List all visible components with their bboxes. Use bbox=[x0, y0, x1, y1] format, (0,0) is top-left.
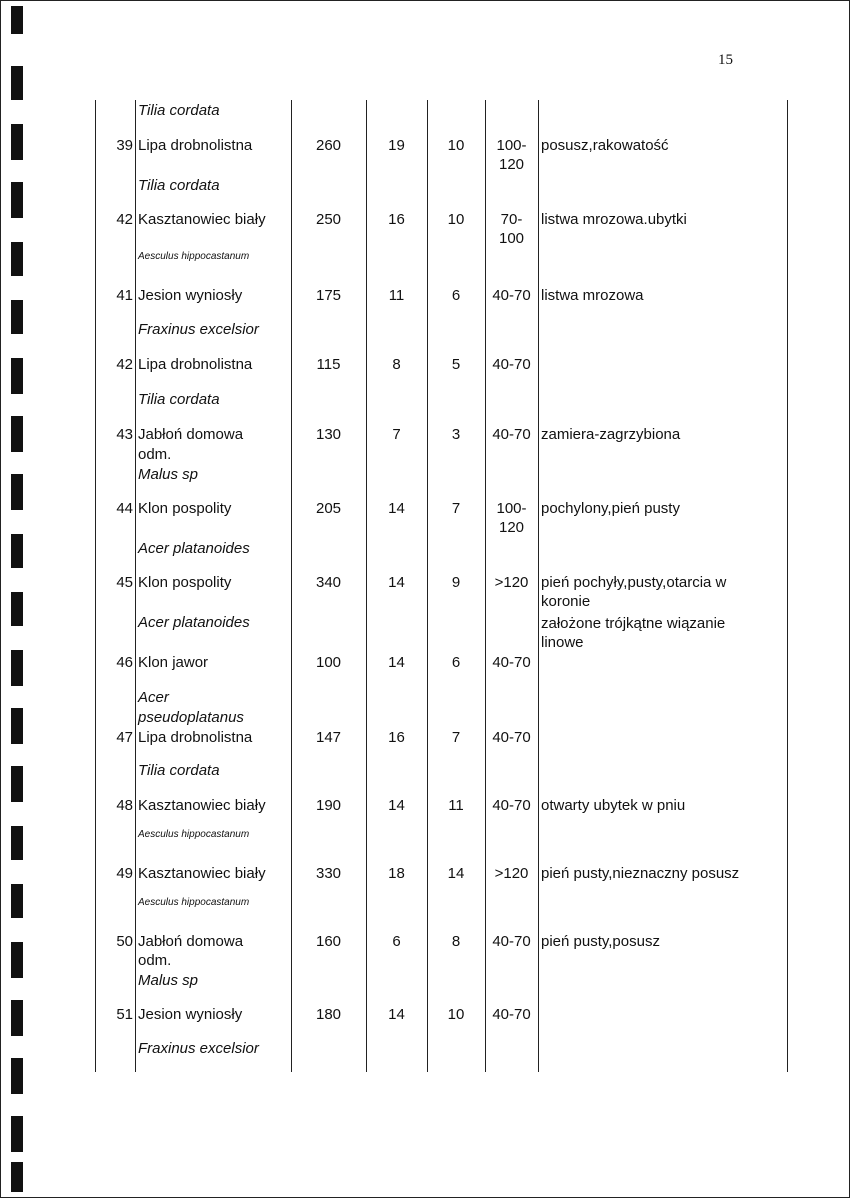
age-value: 40-70 bbox=[492, 797, 531, 814]
height-value: 7 bbox=[392, 426, 401, 443]
binding-mark bbox=[11, 66, 23, 100]
species-latin: Fraxinus excelsior bbox=[138, 1040, 259, 1057]
binding-mark bbox=[11, 1058, 23, 1094]
species-latin-cont: pseudoplatanus bbox=[138, 709, 244, 726]
binding-mark bbox=[11, 708, 23, 744]
condition-notes: pień pochyły,pusty,otarcia w bbox=[541, 574, 727, 591]
species-name: Lipa drobnolistna bbox=[138, 356, 253, 373]
binding-mark bbox=[11, 6, 23, 34]
condition-notes: pień pusty,nieznaczny posusz bbox=[541, 865, 740, 882]
species-name: Lipa drobnolistna bbox=[138, 729, 253, 746]
circumference-value: 190 bbox=[315, 797, 342, 814]
row-number: 42 bbox=[116, 356, 133, 373]
circumference-value: 100 bbox=[315, 654, 342, 671]
condition-notes-cont: linowe bbox=[541, 634, 584, 651]
row-number: 41 bbox=[116, 287, 133, 304]
age-value: 40-70 bbox=[492, 1006, 531, 1023]
circumference-value: 205 bbox=[315, 500, 342, 517]
row-number: 49 bbox=[116, 865, 133, 882]
height-value: 6 bbox=[392, 933, 401, 950]
circumference-value: 250 bbox=[315, 211, 342, 228]
binding-mark bbox=[11, 826, 23, 860]
age-value: 70- bbox=[500, 211, 523, 228]
species-name: Jesion wyniosły bbox=[138, 287, 243, 304]
binding-mark bbox=[11, 242, 23, 276]
binding-mark bbox=[11, 300, 23, 334]
species-name: Klon pospolity bbox=[138, 574, 232, 591]
condition-notes: listwa mrozowa.ubytki bbox=[541, 211, 687, 228]
age-value-cont: 120 bbox=[498, 519, 525, 536]
binding-mark bbox=[11, 416, 23, 452]
height-value: 14 bbox=[388, 574, 405, 591]
row-number: 48 bbox=[116, 797, 133, 814]
crown-value: 10 bbox=[447, 1006, 465, 1023]
height-value: 18 bbox=[388, 865, 405, 882]
condition-notes: otwarty ubytek w pniu bbox=[541, 797, 686, 814]
age-value: 40-70 bbox=[492, 287, 531, 304]
condition-notes: pień pusty,posusz bbox=[541, 933, 660, 950]
age-value: 40-70 bbox=[492, 356, 531, 373]
species-name: Klon pospolity bbox=[138, 500, 232, 517]
species-latin: Aesculus hippocastanum bbox=[138, 251, 250, 262]
species-name: Kasztanowiec biały bbox=[138, 865, 266, 882]
species-latin: Tilia cordata bbox=[138, 102, 220, 119]
table-rule bbox=[538, 100, 539, 1072]
crown-value: 10 bbox=[447, 137, 465, 154]
condition-notes: zamiera-zagrzybiona bbox=[541, 426, 681, 443]
binding-mark bbox=[11, 766, 23, 802]
condition-notes: pochylony,pień pusty bbox=[541, 500, 680, 517]
height-value: 8 bbox=[392, 356, 401, 373]
species-latin: Tilia cordata bbox=[138, 177, 220, 194]
height-value: 14 bbox=[388, 797, 405, 814]
binding-mark bbox=[11, 942, 23, 978]
species-latin: Malus sp bbox=[138, 972, 199, 989]
species-name: Kasztanowiec biały bbox=[138, 211, 266, 228]
age-value: 40-70 bbox=[492, 654, 531, 671]
binding-mark bbox=[11, 124, 23, 160]
height-value: 14 bbox=[388, 500, 405, 517]
row-number: 47 bbox=[116, 729, 133, 746]
species-latin: Aesculus hippocastanum bbox=[138, 897, 250, 908]
row-number: 45 bbox=[116, 574, 133, 591]
circumference-value: 180 bbox=[315, 1006, 342, 1023]
crown-value: 6 bbox=[451, 654, 461, 671]
binding-mark bbox=[11, 358, 23, 394]
binding-mark bbox=[11, 182, 23, 218]
table-rule bbox=[95, 100, 96, 1072]
age-value: >120 bbox=[494, 574, 529, 591]
table-rule bbox=[135, 100, 136, 1072]
row-number: 44 bbox=[116, 500, 133, 517]
circumference-value: 115 bbox=[316, 356, 341, 373]
age-value-cont: 120 bbox=[498, 156, 525, 173]
height-value: 14 bbox=[388, 1006, 405, 1023]
age-value: 100- bbox=[496, 500, 527, 517]
crown-value: 7 bbox=[451, 729, 461, 746]
species-name-cont: odm. bbox=[138, 952, 172, 969]
page-number: 15 bbox=[718, 52, 733, 68]
crown-value: 8 bbox=[451, 933, 461, 950]
binding-strip bbox=[0, 0, 40, 1198]
condition-notes-cont: założone trójkątne wiązanie bbox=[541, 615, 726, 632]
circumference-value: 175 bbox=[315, 287, 342, 304]
binding-mark bbox=[11, 1000, 23, 1036]
crown-value: 3 bbox=[451, 426, 461, 443]
age-value: >120 bbox=[494, 865, 529, 882]
species-name: Kasztanowiec biały bbox=[138, 797, 266, 814]
condition-notes: listwa mrozowa bbox=[541, 287, 644, 304]
age-value-cont: 100 bbox=[498, 230, 525, 247]
condition-notes-cont: koronie bbox=[541, 593, 591, 610]
age-value: 100- bbox=[496, 137, 527, 154]
circumference-value: 340 bbox=[315, 574, 342, 591]
circumference-value: 160 bbox=[315, 933, 342, 950]
row-number: 50 bbox=[116, 933, 133, 950]
height-value: 19 bbox=[388, 137, 405, 154]
species-name: Jesion wyniosły bbox=[138, 1006, 243, 1023]
circumference-value: 260 bbox=[315, 137, 342, 154]
binding-mark bbox=[11, 474, 23, 510]
height-value: 16 bbox=[388, 729, 405, 746]
species-latin: Fraxinus excelsior bbox=[138, 321, 259, 338]
age-value: 40-70 bbox=[492, 426, 531, 443]
species-name: Lipa drobnolistna bbox=[138, 137, 253, 154]
row-number: 46 bbox=[116, 654, 133, 671]
crown-value: 14 bbox=[447, 865, 465, 882]
binding-mark bbox=[11, 1116, 23, 1152]
circumference-value: 130 bbox=[315, 426, 342, 443]
crown-value: 7 bbox=[451, 500, 461, 517]
binding-mark bbox=[11, 534, 23, 568]
row-number: 43 bbox=[116, 426, 133, 443]
height-value: 14 bbox=[388, 654, 405, 671]
height-value: 11 bbox=[388, 287, 405, 304]
height-value: 16 bbox=[388, 211, 405, 228]
binding-mark bbox=[11, 650, 23, 686]
binding-mark bbox=[11, 1162, 23, 1192]
binding-mark bbox=[11, 884, 23, 918]
age-value: 40-70 bbox=[492, 729, 531, 746]
species-name: Klon jawor bbox=[138, 654, 209, 671]
species-latin: Acer platanoides bbox=[138, 614, 250, 631]
species-name-cont: odm. bbox=[138, 446, 172, 463]
species-latin: Malus sp bbox=[138, 466, 199, 483]
binding-mark bbox=[11, 592, 23, 626]
table-rule bbox=[787, 100, 788, 1072]
circumference-value: 330 bbox=[315, 865, 342, 882]
species-latin: Tilia cordata bbox=[138, 391, 220, 408]
species-latin: Aesculus hippocastanum bbox=[138, 829, 250, 840]
species-latin: Acer platanoides bbox=[138, 540, 250, 557]
crown-value: 6 bbox=[451, 287, 461, 304]
age-value: 40-70 bbox=[492, 933, 531, 950]
species-name: Jabłoń domowa bbox=[138, 933, 244, 950]
crown-value: 11 bbox=[448, 797, 464, 814]
species-latin: Acer bbox=[138, 689, 169, 706]
crown-value: 10 bbox=[447, 211, 465, 228]
condition-notes: posusz,rakowatość bbox=[541, 137, 669, 154]
species-latin: Tilia cordata bbox=[138, 762, 220, 779]
row-number: 51 bbox=[116, 1006, 133, 1023]
crown-value: 5 bbox=[451, 356, 461, 373]
row-number: 42 bbox=[116, 211, 133, 228]
species-name: Jabłoń domowa bbox=[138, 426, 244, 443]
crown-value: 9 bbox=[451, 574, 461, 591]
circumference-value: 147 bbox=[315, 729, 342, 746]
row-number: 39 bbox=[116, 137, 133, 154]
